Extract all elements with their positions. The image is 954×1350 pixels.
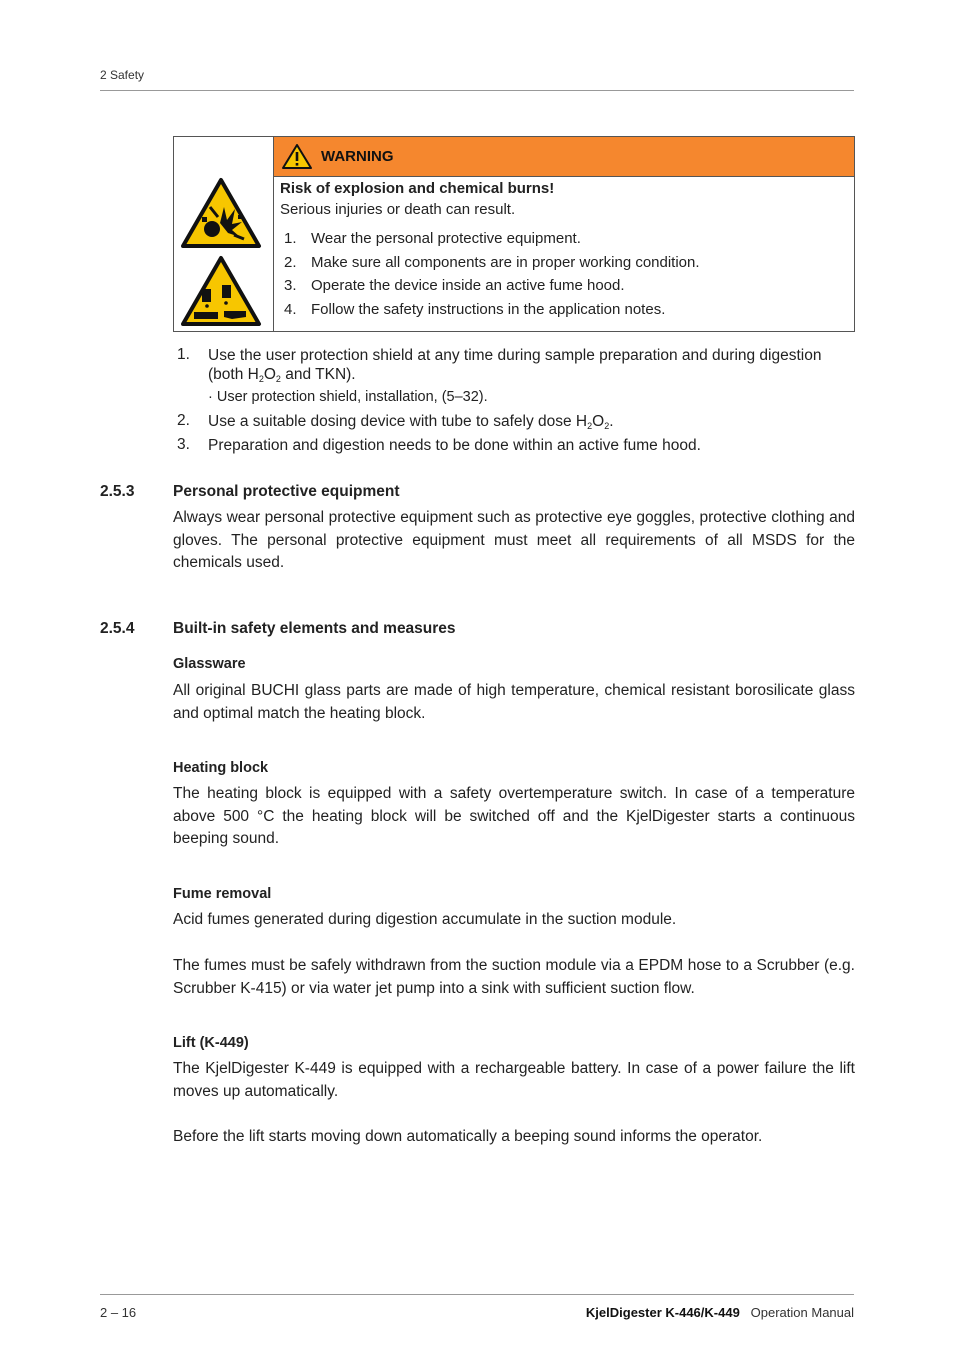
step-text: Operate the device inside an active fume hood.	[311, 277, 625, 294]
document-type: Operation Manual	[750, 1305, 854, 1320]
list-item	[280, 227, 848, 251]
subheading-lift: Lift (K-449)	[173, 1035, 249, 1051]
footer-rule	[100, 1294, 854, 1295]
page-number: 2 – 16	[100, 1305, 137, 1320]
paragraph: The KjelDigester K-449 is equipped with a rechargeable battery. In case of a power failure the lift moves up automatically.	[173, 1060, 855, 1100]
text-part: and TKN).	[280, 366, 356, 383]
text-part: O	[263, 366, 276, 383]
risk-statement: Risk of explosion and chemical burns!	[280, 180, 555, 197]
step-text: Follow the safety instructions in the application notes.	[311, 300, 666, 318]
warning-triangle-icon	[281, 143, 313, 170]
paragraph: Always wear personal protective equipment such as protective eye goggles, protective clothing and gloves. The personal protective equipment must meet all requirements of all MSDS for the chemicals used.	[173, 509, 855, 571]
corrosive-hazard-icon	[180, 255, 262, 327]
subscript: 2	[275, 374, 281, 384]
list-item	[280, 251, 848, 275]
paragraph: Before the lift starts moving down automatically a beeping sound informs the operator.	[173, 1128, 763, 1145]
text-part: O	[592, 413, 605, 430]
paragraph: The fumes must be safely withdrawn from the suction module via a EPDM hose to a Scrubber (e.g. Scrubber K-415) or via water jet pump into a sink with sufficient suction flow.	[173, 957, 855, 997]
step-text: Make sure all components are in proper working condition.	[311, 253, 700, 271]
list-item	[280, 274, 848, 298]
paragraph: All original BUCHI glass parts are made of high temperature, chemical resistant borosilicate glass and optimal match the heating block.	[173, 682, 855, 722]
signal-word: WARNING	[321, 148, 394, 165]
section-title: Built-in safety elements and measures	[173, 620, 456, 637]
subheading-glassware: Glassware	[173, 656, 246, 672]
item-number: 3.	[177, 436, 190, 453]
section-number: 2.5.4	[100, 620, 135, 637]
warning-body	[280, 180, 848, 321]
text-part: Use the user protection shield at any time during sample preparation and during digestion (both H	[208, 347, 822, 383]
list-item	[280, 298, 848, 322]
warning-header	[274, 137, 854, 177]
step-number: 4.	[284, 300, 297, 318]
warning-box	[173, 136, 855, 332]
item-number: 2.	[177, 412, 190, 429]
explosive-hazard-icon	[180, 177, 262, 249]
subheading-heating-block: Heating block	[173, 760, 269, 776]
text-part: .	[609, 413, 614, 430]
item-text	[208, 346, 848, 389]
section-title: Personal protective equipment	[173, 483, 400, 500]
consequence-statement: Serious injuries or death can result.	[280, 201, 516, 218]
paragraph: The heating block is equipped with a safety overtemperature switch. In case of a temperature above 500 °C the heating block will be switched off and the KjelDigester starts a continuous beeping sound.	[173, 785, 855, 847]
header-rule	[100, 90, 854, 91]
paragraph: Acid fumes generated during digestion accumulate in the suction module.	[173, 911, 677, 928]
cross-reference: · User protection shield, installation, (5–32).	[208, 389, 488, 405]
step-text: Wear the personal protective equipment.	[311, 230, 581, 247]
warning-steps	[280, 227, 848, 321]
step-number: 1.	[284, 230, 297, 247]
footer-title	[586, 1305, 854, 1320]
section-number: 2.5.3	[100, 483, 135, 500]
product-name: KjelDigester K-446/K-449	[585, 1305, 740, 1320]
running-head: 2 Safety	[100, 68, 145, 82]
item-text	[208, 412, 848, 436]
subscript: 2	[587, 421, 593, 431]
subheading-fume-removal: Fume removal	[173, 886, 272, 902]
item-number: 1.	[177, 346, 190, 363]
item-text: Preparation and digestion needs to be done within an active fume hood.	[208, 437, 701, 454]
subscript: 2	[258, 374, 264, 384]
subscript: 2	[604, 421, 610, 431]
step-number: 2.	[284, 253, 297, 271]
step-number: 3.	[284, 277, 297, 294]
hazard-icons-column	[174, 137, 274, 331]
text-part: Use a suitable dosing device with tube to safely dose H	[208, 413, 588, 430]
